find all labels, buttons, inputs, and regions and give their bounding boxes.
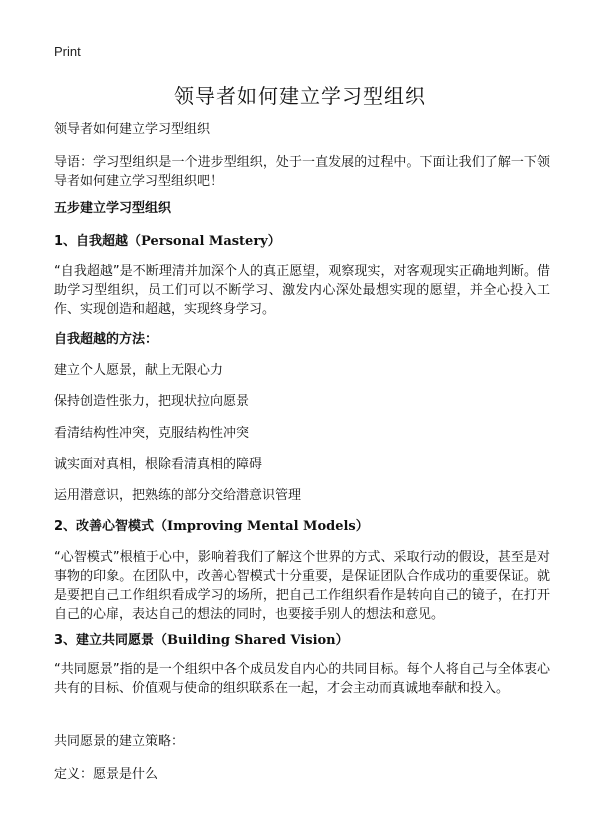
- step3-heading-en: （Building Shared Vision）: [154, 633, 349, 648]
- methods-heading: 自我超越的方法：: [54, 332, 159, 347]
- step1-heading-en: （Personal Mastery）: [128, 234, 281, 249]
- step2-body: “心智模式”根植于心中，影响着我们了解这个世界的方式、采取行动的假设，甚至是对事物的印象。在团队中，改善心智模式十分重要，是保证团队合作成功的重要保证。就是要把自己工作组织看成学习的场所，把自己工作组织看作是转向自己的镜子，在打开自己的心扉，表达自己的想法的同时，也要接手别人的想法和意见。: [54, 550, 550, 622]
- step1-heading-cn: 1、自我超越: [54, 234, 129, 249]
- step2-heading-cn: 2、改善心智模式: [54, 519, 155, 534]
- step2-heading-en: （Improving Mental Models）: [154, 519, 369, 534]
- method-item-3: 看清结构性冲突，克服结构性冲突: [54, 426, 250, 441]
- step3-heading: [54, 631, 554, 650]
- method-item-5: 运用潜意识，把熟练的部分交给潜意识管理: [54, 488, 302, 503]
- step1-body: “自我超越”是不断理清并加深个人的真正愿望，观察现实，对客观现实正确地判断。借助学习型组织，员工们可以不断学习、激发内心深处最想实现的愿望，并全心投入工作、实现创造和超越，实现终身学习。: [54, 264, 550, 317]
- page-title: 领导者如何建立学习型组织: [174, 84, 426, 108]
- method-item-4: 诚实面对真相，根除看清真相的障碍: [54, 457, 263, 472]
- step2-heading: [54, 517, 554, 536]
- intro-paragraph: 导语：学习型组织是一个进步型组织，处于一直发展的过程中。下面让我们了解一下领导者如何建立学习型组织吧！: [54, 155, 550, 189]
- method-item-1: 建立个人愿景，献上无限心力: [54, 363, 224, 378]
- step3-heading-cn: 3、建立共同愿景: [54, 633, 155, 648]
- step1-heading: [54, 232, 554, 251]
- method-item-2: 保持创造性张力，把现状拉向愿景: [54, 394, 250, 409]
- subtitle: 领导者如何建立学习型组织: [54, 122, 211, 137]
- definition-label: 定义：愿景是什么: [54, 767, 159, 782]
- step3-body: “共同愿景”指的是一个组织中各个成员发自内心的共同目标。每个人将自己与全体衷心共有的目标、价值观与使命的组织联系在一起，才会主动而真诚地奉献和投入。: [54, 662, 550, 696]
- strategy-label: 共同愿景的建立策略：: [54, 734, 185, 749]
- section-heading: 五步建立学习型组织: [54, 201, 172, 216]
- print-link[interactable]: Print: [54, 44, 81, 59]
